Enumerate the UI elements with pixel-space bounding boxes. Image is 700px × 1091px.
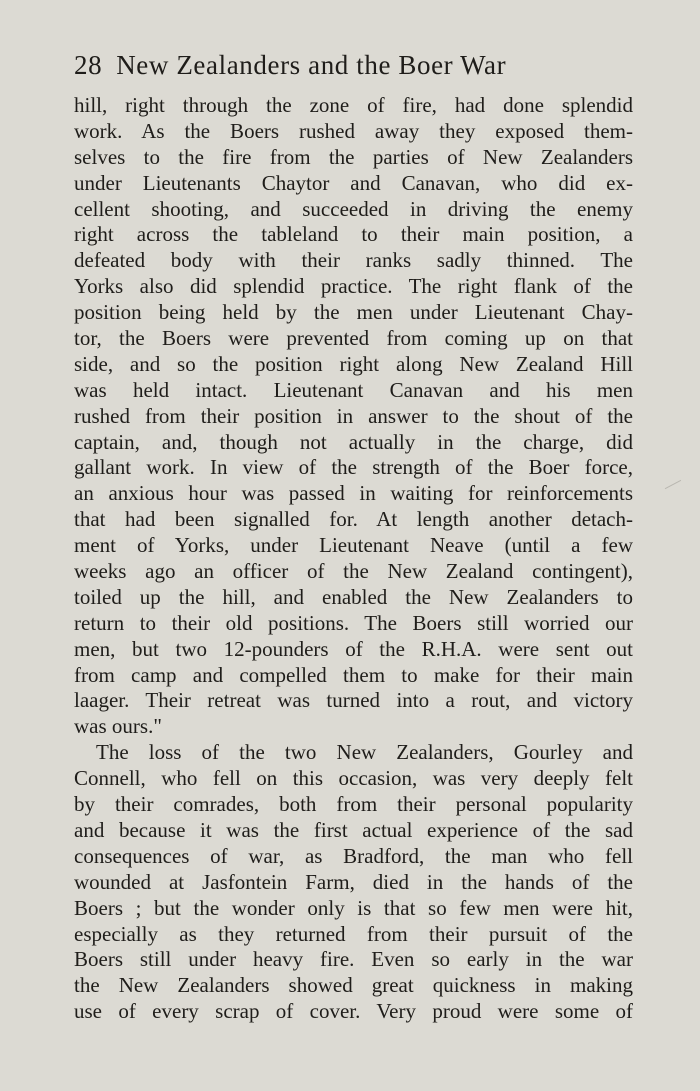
text-line: Yorks also did splendid practice. The right flank of the — [74, 274, 633, 299]
text-line: and because it was the first actual experience of the sad — [74, 817, 633, 842]
paragraph-start-line: The loss of the two New Zealanders, Gourley and — [96, 740, 633, 765]
text-line: the New Zealanders showed great quickness in making — [74, 973, 633, 998]
text-line: return to their old positions. The Boers still worried our — [74, 610, 633, 635]
text-line: was held intact. Lieutenant Canavan and his men — [74, 377, 633, 402]
text-line: wounded at Jasfontein Farm, died in the hands of the — [74, 869, 633, 894]
running-header — [74, 50, 506, 81]
text-line: from camp and compelled them to make for their main — [74, 662, 633, 687]
text-line: Boers ; but the wonder only is that so few men were hit, — [74, 895, 633, 920]
text-line: toiled up the hill, and enabled the New Zealanders to — [74, 584, 633, 609]
text-line: an anxious hour was passed in waiting for reinforcements — [74, 481, 633, 506]
text-line: especially as they returned from their pursuit of the — [74, 921, 633, 946]
text-line: tor, the Boers were prevented from coming up on that — [74, 326, 633, 351]
text-line: ment of Yorks, under Lieutenant Neave (until a few — [74, 533, 633, 558]
paragraph-end-line: was ours." — [74, 714, 162, 739]
running-title: New Zealanders and the Boer War — [116, 50, 507, 80]
text-line: men, but two 12-pounders of the R.H.A. were sent out — [74, 636, 633, 661]
text-line: right across the tableland to their main position, a — [74, 222, 633, 247]
text-line: consequences of war, as Bradford, the man who fell — [74, 843, 633, 868]
text-line: Boers still under heavy fire. Even so early in the war — [74, 947, 633, 972]
text-line: work. As the Boers rushed away they exposed them- — [74, 118, 633, 143]
text-line: use of every scrap of cover. Very proud were some of — [74, 999, 633, 1024]
page-number: 28 — [74, 50, 103, 80]
text-line: gallant work. In view of the strength of the Boer force, — [74, 455, 633, 480]
text-line: position being held by the men under Lieutenant Chay- — [74, 300, 633, 325]
text-line: Connell, who fell on this occasion, was very deeply felt — [74, 766, 633, 791]
text-line: cellent shooting, and succeeded in driving the enemy — [74, 196, 633, 221]
text-line: selves to the fire from the parties of New Zealanders — [74, 144, 633, 169]
text-line: defeated body with their ranks sadly thinned. The — [74, 248, 633, 273]
text-line: under Lieutenants Chaytor and Canavan, who did ex- — [74, 170, 633, 195]
text-line: captain, and, though not actually in the charge, did — [74, 429, 633, 454]
margin-pencil-mark — [665, 480, 681, 489]
text-line: hill, right through the zone of fire, had done splendid — [74, 93, 633, 117]
text-line: rushed from their position in answer to the shout of the — [74, 403, 633, 428]
text-line: that had been signalled for. At length another detach- — [74, 507, 633, 532]
text-line: by their comrades, both from their personal popularity — [74, 792, 633, 817]
text-line: weeks ago an officer of the New Zealand contingent), — [74, 559, 633, 584]
body-text — [74, 93, 633, 1025]
text-line: laager. Their retreat was turned into a rout, and victory — [74, 688, 633, 713]
text-line: side, and so the position right along New Zealand Hill — [74, 351, 633, 376]
